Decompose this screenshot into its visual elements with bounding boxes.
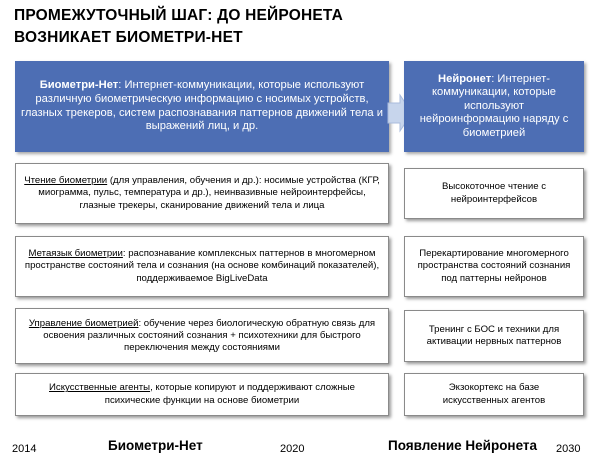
row-term: Управление биометрией xyxy=(28,317,139,329)
row-text: : распознавание комплексных паттернов в многомерном пространстве состояний тела и сознания (на основе комбинаций показателей), поддерживаемое BigLiveData xyxy=(24,248,380,284)
biometrinet-definition: : Интернет-коммуникации, которые используют различную биометрическую информацию с носимых устройств, глазных трекеров, систем распознавания паттернов движений тела и выражений лиц, и др. xyxy=(21,79,383,133)
neuro-training-box xyxy=(404,310,584,362)
row-text: Тренинг с БОС и техники для активации нервных паттернов xyxy=(426,323,562,347)
neuronet-definition: : Интернет-коммуникации, которые используют нейроинформацию наряду с биометрией xyxy=(419,72,569,139)
page-title xyxy=(14,5,343,49)
year-2020: 2020 xyxy=(280,443,305,455)
artificial-agents-box xyxy=(15,373,389,416)
title-line-1: ПРОМЕЖУТОЧНЫЙ ШАГ: ДО НЕЙРОНЕТА xyxy=(14,7,343,24)
year-2014: 2014 xyxy=(12,443,37,455)
neuronet-term: Нейронет xyxy=(438,72,492,85)
row-term: Искусственные агенты xyxy=(49,382,151,394)
row-text: , которые копируют и поддерживают сложные психические функции на основе биометрии xyxy=(104,382,355,406)
biometrinet-term: Биометри-Нет xyxy=(39,79,119,92)
row-term: Метаязык биометрии xyxy=(28,248,123,260)
biometrinet-header xyxy=(15,61,389,152)
biometrics-reading-box xyxy=(15,163,389,224)
row-text: Высокоточное чтение с нейроинтерфейсов xyxy=(441,181,547,205)
neuro-remapping-box xyxy=(404,236,584,297)
exocortex-box xyxy=(404,373,584,416)
row-text: Экзокортекс на базе искусственных агентов xyxy=(442,382,546,406)
row-term: Чтение биометрии xyxy=(24,175,108,187)
biometrics-control-box xyxy=(15,308,389,364)
row-text: (для управления, обучения и др.): носимые устройства (КГР, миограмма, пульс, температура и др.), неинвазивные нейроинтерфейсы, глазные трекеры, сканирование движений тела и лица xyxy=(38,175,380,211)
row-text: Перекартирование многомерного пространства состояний сознания под паттерны нейронов xyxy=(417,248,571,284)
neuro-reading-box xyxy=(404,168,584,219)
timeline-label-biometrinet: Биометри-Нет xyxy=(108,438,203,453)
biometrics-metalanguage-box xyxy=(15,236,389,297)
title-line-2: ВОЗНИКАЕТ БИОМЕТРИ-НЕТ xyxy=(14,29,243,46)
neuronet-header xyxy=(404,61,584,152)
row-text: : обучение через биологическую обратную связь для освоения различных состояний сознания + психотехники для быстрого переключения между состояниями xyxy=(43,317,376,354)
timeline-label-neuronet: Появление Нейронета xyxy=(388,438,538,453)
year-2030: 2030 xyxy=(556,443,581,455)
